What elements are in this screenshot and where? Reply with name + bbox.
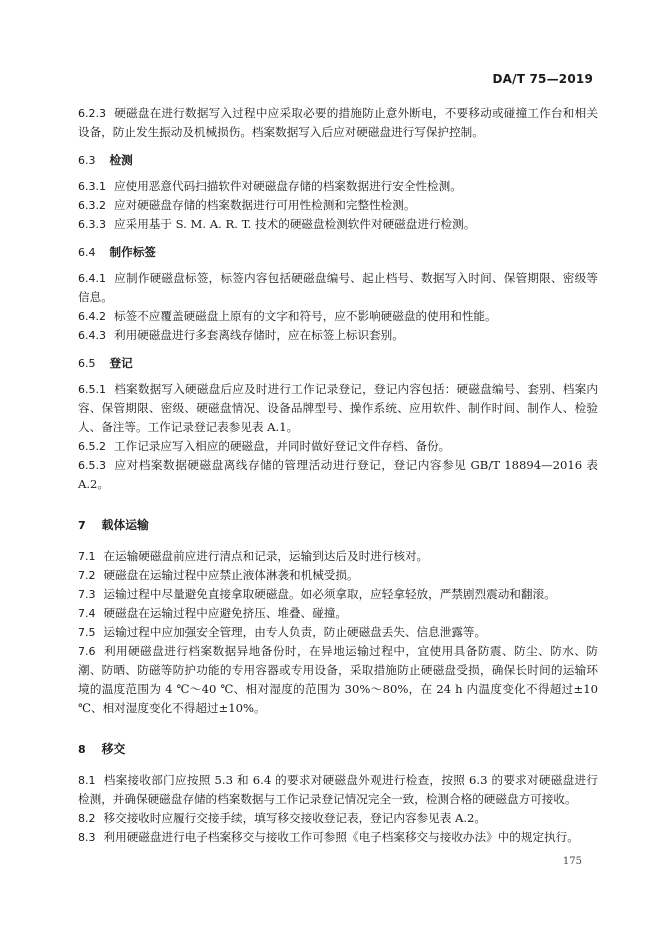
section-title: 检测 xyxy=(109,153,133,167)
clause-text: 利用硬磁盘进行档案数据异地备份时，在异地运输过程中，宜使用具备防震、防尘、防水、防潮、防晒、防磁等防护功能的专用容器或专用设备，采取措施防止硬磁盘受损，确保长时间的运输环境的温度范围为 4 ℃～40 ℃、相对湿度的范围为 30%～80%，在 24 h 内温度变化不得超过±10 ℃、相对湿度变化不得超过±10%。 xyxy=(78,644,598,715)
clause-8-3 xyxy=(78,828,598,847)
section-number: 6.4 xyxy=(78,246,96,259)
clause-number: 6.3.2 xyxy=(78,199,106,212)
clause-text: 运输过程中应加强安全管理，由专人负责，防止硬磁盘丢失、信息泄露等。 xyxy=(103,625,487,639)
chapter-heading-7 xyxy=(78,516,598,535)
clause-number: 8.1 xyxy=(78,774,96,787)
chapter-number: 8 xyxy=(78,743,86,756)
section-title: 登记 xyxy=(109,356,133,370)
clause-6-3-3 xyxy=(78,215,598,234)
clause-8-1 xyxy=(78,771,598,809)
clause-7-5 xyxy=(78,623,598,642)
clause-text: 档案数据写入硬磁盘后应及时进行工作记录登记，登记内容包括：硬磁盘编号、套别、档案内容、保管期限、密级、硬磁盘情况、设备品牌型号、操作系统、应用软件、制作时间、制作人、检验人、备注等。工作记录登记表参见表 A.1。 xyxy=(78,382,598,434)
clause-number: 6.3.1 xyxy=(78,180,106,193)
clause-number: 7.5 xyxy=(78,626,96,639)
clause-number: 6.5.1 xyxy=(78,383,106,396)
clause-6-3-2 xyxy=(78,196,598,215)
clause-text: 应对档案数据硬磁盘离线存储的管理活动进行登记，登记内容参见 GB/T 18894—2016 表 A.2。 xyxy=(78,458,598,491)
chapter-title: 载体运输 xyxy=(101,518,149,532)
clause-text: 运输过程中尽量避免直接拿取硬磁盘。如必须拿取，应轻拿轻放，严禁剧烈震动和翻滚。 xyxy=(103,587,556,601)
clause-text: 工作记录应写入相应的硬磁盘，并同时做好登记文件存档、备份。 xyxy=(114,439,451,453)
section-title: 制作标签 xyxy=(109,245,156,259)
chapter-title: 移交 xyxy=(101,742,126,756)
clause-7-2 xyxy=(78,566,598,585)
clause-text: 利用硬磁盘进行电子档案移交与接收工作可参照《电子档案移交与接收办法》中的规定执行。 xyxy=(103,830,579,844)
chapter-number: 7 xyxy=(78,519,86,532)
clause-text: 硬磁盘在运输过程中应禁止液体淋袭和机械受损。 xyxy=(103,568,359,582)
clause-6-5-1 xyxy=(78,380,598,437)
section-heading-6-5 xyxy=(78,354,598,373)
section-heading-6-4 xyxy=(78,243,598,262)
clause-number: 7.6 xyxy=(78,645,96,658)
clause-8-2 xyxy=(78,809,598,828)
page-number: 175 xyxy=(562,856,582,867)
clause-number: 7.1 xyxy=(78,550,96,563)
clause-6-4-2 xyxy=(78,307,598,326)
clause-7-6 xyxy=(78,642,598,718)
clause-text: 应使用恶意代码扫描软件对硬磁盘存储的档案数据进行安全性检测。 xyxy=(114,179,462,193)
clause-text: 应采用基于 S. M. A. R. T. 技术的硬磁盘检测软件对硬磁盘进行检测。 xyxy=(114,217,476,231)
chapter-heading-8 xyxy=(78,740,598,759)
section-heading-6-3 xyxy=(78,151,598,170)
clause-text: 应对硬磁盘存储的档案数据进行可用性检测和完整性检测。 xyxy=(114,198,416,212)
section-number: 6.5 xyxy=(78,357,96,370)
clause-text: 硬磁盘在运输过程中应避免挤压、堆叠、碰撞。 xyxy=(103,606,347,620)
clause-text: 应制作硬磁盘标签，标签内容包括硬磁盘编号、起止档号、数据写入时间、保管期限、密级等信息。 xyxy=(78,271,598,304)
clause-text: 硬磁盘在进行数据写入过程中应采取必要的措施防止意外断电，不要移动或碰撞工作台和相关设备，防止发生振动及机械损伤。档案数据写入后应对硬磁盘进行写保护控制。 xyxy=(78,106,598,139)
clause-6-3-1 xyxy=(78,177,598,196)
clause-6-2-3 xyxy=(78,104,598,142)
clause-6-5-2 xyxy=(78,437,598,456)
clause-number: 6.4.2 xyxy=(78,310,106,323)
clause-6-5-3 xyxy=(78,456,598,494)
document-body xyxy=(78,104,598,847)
clause-number: 7.2 xyxy=(78,569,96,582)
clause-7-1 xyxy=(78,547,598,566)
clause-number: 6.5.3 xyxy=(78,459,106,472)
clause-6-4-3 xyxy=(78,326,598,345)
clause-number: 8.2 xyxy=(78,812,96,825)
clause-6-4-1 xyxy=(78,269,598,307)
clause-text: 利用硬磁盘进行多套离线存储时，应在标签上标识套别。 xyxy=(114,328,404,342)
clause-number: 6.4.1 xyxy=(78,272,106,285)
clause-number: 7.3 xyxy=(78,588,96,601)
clause-number: 8.3 xyxy=(78,831,96,844)
section-number: 6.3 xyxy=(78,154,96,167)
clause-7-4 xyxy=(78,604,598,623)
clause-text: 档案接收部门应按照 5.3 和 6.4 的要求对硬磁盘外观进行检查，按照 6.3 的要求对硬磁盘进行检测，并确保硬磁盘存储的档案数据与工作记录登记情况完全一致，检测合格的硬磁盘方可接收。 xyxy=(78,773,598,806)
clause-number: 6.2.3 xyxy=(78,107,106,120)
clause-7-3 xyxy=(78,585,598,604)
clause-number: 7.4 xyxy=(78,607,96,620)
clause-text: 在运输硬磁盘前应进行清点和记录，运输到达后及时进行核对。 xyxy=(103,549,429,563)
clause-number: 6.5.2 xyxy=(78,440,106,453)
clause-text: 移交接收时应履行交接手续，填写移交接收登记表，登记内容参见表 A.2。 xyxy=(103,811,487,825)
clause-number: 6.4.3 xyxy=(78,329,106,342)
standard-code-header: DA/T 75—2019 xyxy=(492,72,593,86)
clause-number: 6.3.3 xyxy=(78,218,106,231)
clause-text: 标签不应覆盖硬磁盘上原有的文字和符号，应不影响硬磁盘的使用和性能。 xyxy=(114,309,497,323)
